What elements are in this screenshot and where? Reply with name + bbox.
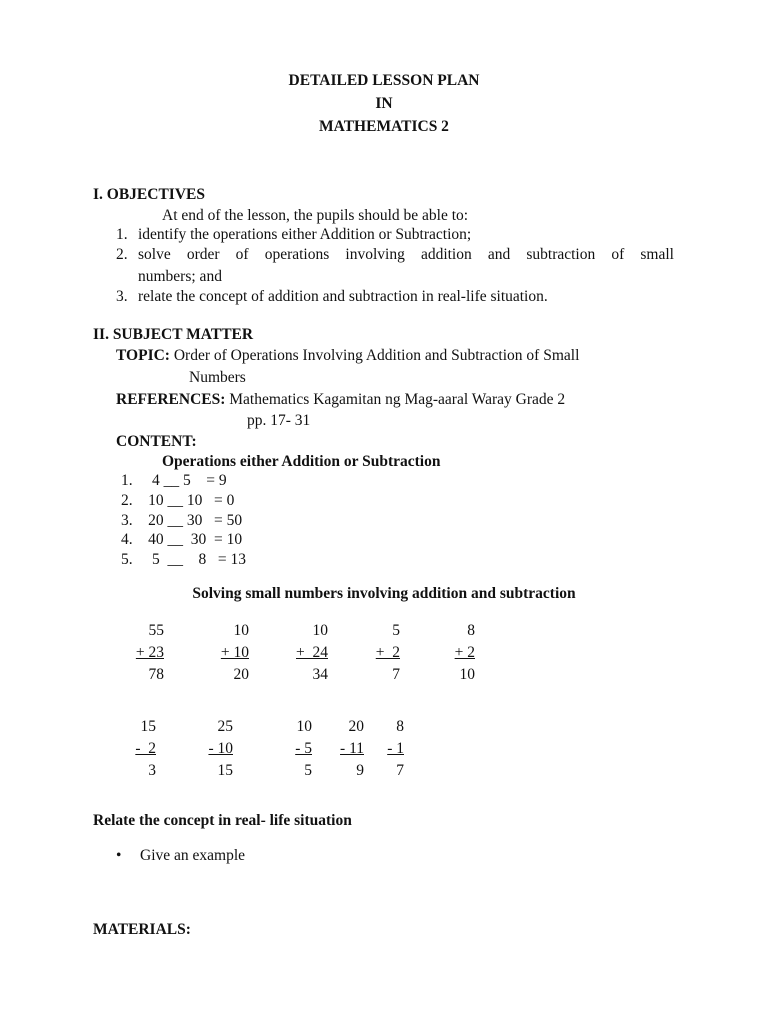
relate-bullet-item [116,847,245,865]
equation-3: 3. 20 __ 30 = 50 [121,512,243,529]
objective-text: identify the operations either Addition or Subtraction; [138,226,472,243]
problem-operand: - 1 [387,740,404,757]
problem-result: 9 [356,762,364,779]
references-text: Mathematics Kagamitan ng Mag-aaral Waray Grade 2 [229,391,566,408]
objective-num: 1. [116,226,128,243]
topic-label: TOPIC: [116,347,170,364]
problem-result: 5 [304,762,312,779]
references-pages: pp. 17- 31 [247,412,311,429]
problem-operand: + 2 [454,644,475,661]
addition-problem [205,620,249,686]
doc-title: DETAILED LESSON PLAN [288,72,480,89]
problem-operand: + 2 [375,644,400,661]
equation-4: 4. 40 __ 30 = 10 [121,531,243,548]
subtraction-problem [199,716,233,782]
objective-num: 3. [116,288,128,305]
problem-operand: + 24 [296,644,328,661]
problem-top: 10 [296,718,312,735]
problem-top: 5 [392,622,400,639]
equation-1: 1. 4 __ 5 = 9 [121,472,227,489]
problem-operand: - 10 [208,740,233,757]
subtraction-problem [380,716,404,782]
objective-num: 2. [116,246,128,263]
bullet-icon: • [116,847,122,864]
problem-top: 25 [217,718,233,735]
objectives-heading: I. OBJECTIVES [93,186,205,203]
problem-result: 78 [148,666,164,683]
content-label: CONTENT: [116,433,197,450]
objective-item-2 [116,246,674,264]
addition-problem [116,620,164,686]
references-label: REFERENCES: [116,391,226,408]
objective-text: relate the concept of addition and subtraction in real-life situation. [138,288,548,305]
problem-top: 10 [233,622,249,639]
objective-item-2-cont: numbers; and [138,268,222,285]
problem-top: 55 [148,622,164,639]
problem-result: 7 [396,762,404,779]
doc-title-in: IN [375,95,393,112]
subtraction-problem [332,716,364,782]
problem-operand: + 23 [135,644,164,661]
relate-bullet-text: Give an example [140,847,246,864]
problem-top: 20 [348,718,364,735]
relate-heading: Relate the concept in real- life situation [93,812,352,829]
objectives-intro: At end of the lesson, the pupils should be able to: [162,207,469,224]
equation-5: 5. 5 __ 8 = 13 [121,551,246,568]
problem-top: 8 [396,718,404,735]
content-title: Operations either Addition or Subtraction [162,453,441,470]
problem-operand: - 5 [295,740,312,757]
problem-operand: - 11 [340,740,364,757]
subtraction-problem [284,716,312,782]
objective-text: solve order of operations involving addition and subtraction of small [138,246,674,263]
addition-problem [370,620,400,686]
materials-heading: MATERIALS: [93,921,191,938]
objective-item-1 [116,226,471,244]
doc-subject: MATHEMATICS 2 [319,118,449,135]
problem-top: 10 [312,622,328,639]
topic-line [116,347,579,365]
problem-operand: - 2 [135,740,156,757]
problem-operand: + 10 [220,644,249,661]
problem-top: 15 [140,718,156,735]
problem-result: 34 [312,666,328,683]
problem-result: 3 [148,762,156,779]
topic-cont: Numbers [189,369,246,386]
references-line [116,391,565,409]
addition-problem [443,620,475,686]
subject-matter-heading: II. SUBJECT MATTER [93,326,254,343]
problem-result: 15 [217,762,233,779]
objective-item-3 [116,288,548,306]
problem-result: 20 [233,666,249,683]
problem-top: 8 [467,622,475,639]
problem-result: 7 [392,666,400,683]
solving-title: Solving small numbers involving addition and subtraction [192,585,576,602]
topic-text: Order of Operations Involving Addition and Subtraction of Small [173,347,580,364]
equation-2: 2. 10 __ 10 = 0 [121,492,235,509]
problem-result: 10 [459,666,475,683]
addition-problem [278,620,328,686]
subtraction-problem [116,716,156,782]
